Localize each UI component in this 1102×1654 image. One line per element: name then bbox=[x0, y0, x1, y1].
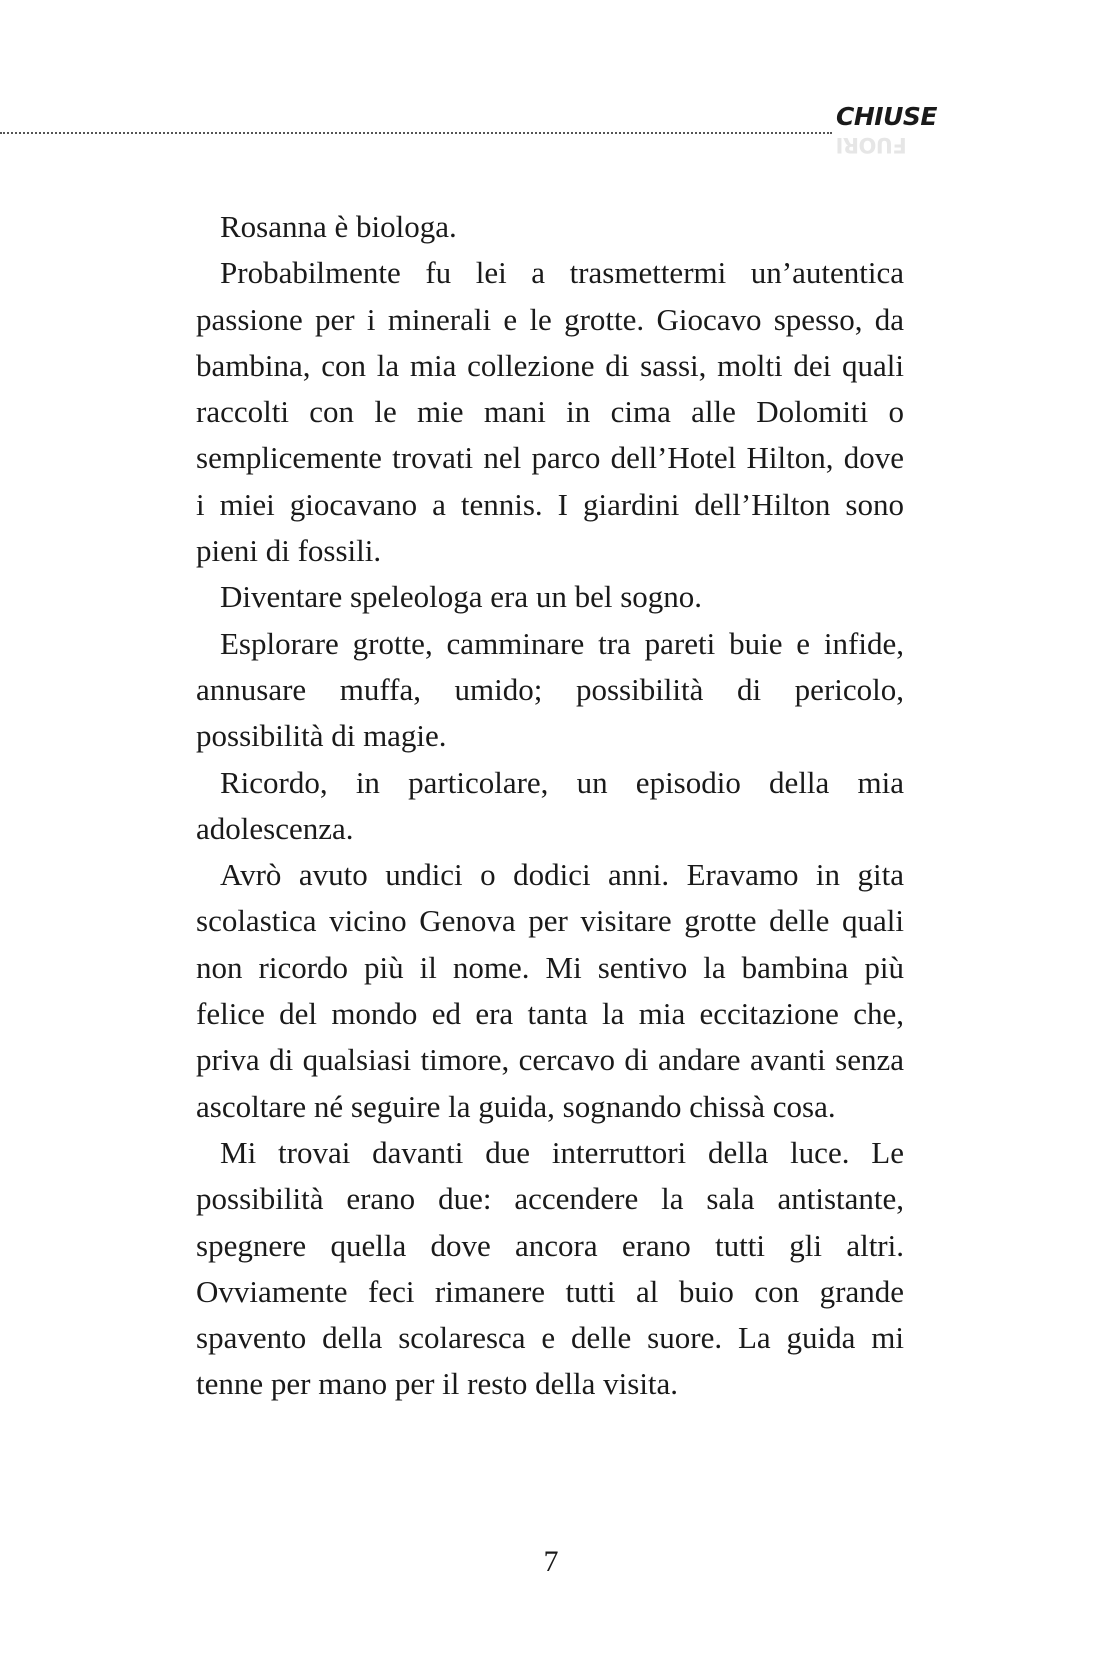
page-number: 7 bbox=[543, 1545, 559, 1578]
running-header-mirror: FUORI bbox=[836, 133, 907, 157]
running-header: CHIUSE bbox=[836, 102, 937, 131]
paragraph: Mi trovai davanti due interruttori della luce. Le possibilità erano due: accendere la sala antistante, spegnere quella dove ancora erano tutti gli altri. Ovviamente feci rimanere tutti al buio con grande spavento della scolaresca e delle suore. La guida mi tenne per mano per il resto della visita. bbox=[196, 1134, 904, 1402]
paragraph: Diventare speleologa era un bel sogno. bbox=[220, 579, 703, 615]
paragraph: Rosanna è biologa. bbox=[220, 209, 457, 244]
paragraph: Ricordo, in particolare, un episodio della mia adolescenza. bbox=[196, 764, 904, 846]
header-rule bbox=[0, 132, 832, 134]
paragraph: Probabilmente fu lei a trasmettermi un’autentica passione per i minerali e le grotte. Giocavo spesso, da bambina, con la mia collezione di sassi, molti dei quali raccolti con le mie mani in cima alle Dolomiti o semplicemente trovati nel parco dell’Hotel Hilton, dove i miei giocavano a tennis. I giardini dell’Hilton sono pieni di fossili. bbox=[196, 255, 904, 569]
paragraph: Esplorare grotte, camminare tra pareti buie e infide, annusare muffa, umido; possibilità di pericolo, possibilità di magie. bbox=[196, 625, 904, 754]
paragraph: Avrò avuto undici o dodici anni. Eravamo in gita scolastica vicino Genova per visitare grotte delle quali non ricordo più il nome. Mi sentivo la bambina più felice del mondo ed era tanta la mia eccitazione che, priva di qualsiasi timore, cercavo di andare avanti senza ascoltare né seguire la guida, sognando chissà cosa. bbox=[196, 857, 904, 1124]
body-text bbox=[196, 204, 904, 1408]
